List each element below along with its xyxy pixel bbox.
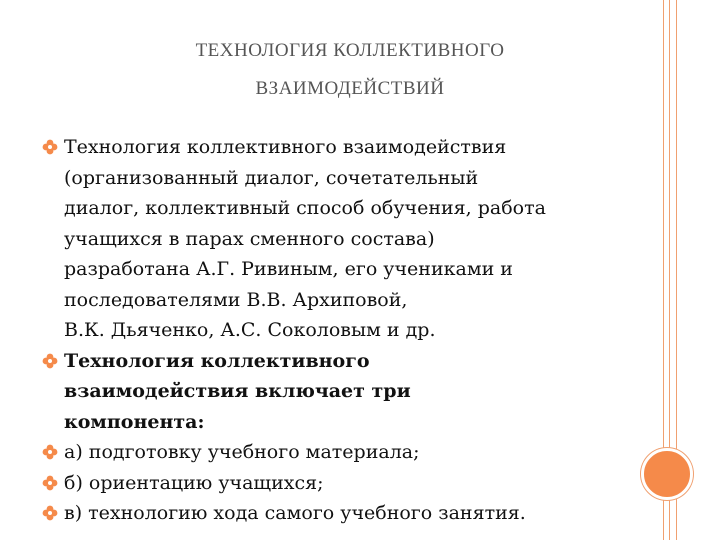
bullet-item [42,498,632,529]
decorative-circle [641,448,693,500]
bullet-text: а) подготовку учебного материала; [64,441,420,463]
flower-bullet-icon [42,444,58,460]
bullet-item [42,437,632,468]
flower-bullet-icon [42,505,58,521]
bullet-text: Технология коллективного взаимодействия включает три компонента: [64,349,411,433]
flower-bullet-icon [42,475,58,491]
bullet-item [42,468,632,499]
title-line-2: ВЗАИМОДЕЙСТВИЙ [255,78,445,99]
bullet-text: б) ориентацию учащихся; [64,471,324,494]
bullet-item [42,346,632,438]
slide-title [60,32,640,108]
bullet-text: в) технологию хода самого учебного занятия. [64,502,526,524]
bullet-item [42,132,632,346]
bullet-list [42,132,632,529]
flower-bullet-icon [42,139,58,155]
flower-bullet-icon [42,353,58,369]
title-line-1: ТЕХНОЛОГИЯ КОЛЛЕКТИВНОГО [195,40,505,61]
bullet-text: Технология коллективного взаимодействия (организованный диалог, сочетательный диалог, коллективный способ обучения, работа учащихся в парах сменного состава) разработана А.Г. Ривиным, его учениками и последователями В.В. Архиповой, В.К. Дьяченко, А.С. Соколовым и др. [64,136,546,341]
